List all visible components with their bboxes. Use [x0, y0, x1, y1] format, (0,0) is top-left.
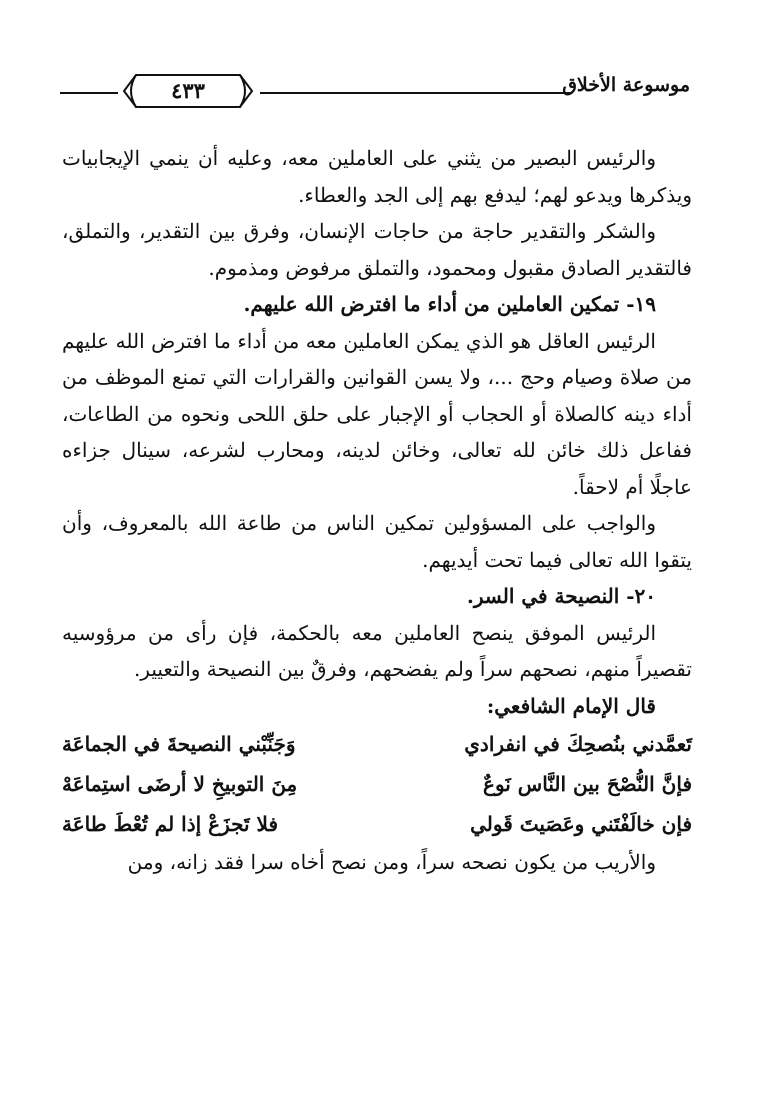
verse-second-hemistich: فلا تَجزَعْ إذا لم تُعْطَ طاعَة [62, 812, 279, 836]
page-content [62, 140, 692, 881]
section-heading: ٢٠- النصيحة في السر. [466, 584, 656, 608]
paragraph: والواجب على المسؤولين تمكين الناس من طاعة الله بالمعروف، وأن يتقوا الله تعالى فيما تحت أيديهم. [62, 511, 692, 572]
poem-verse [62, 724, 692, 764]
poem-intro: قال الإمام الشافعي: [486, 693, 656, 718]
verse-first-hemistich: تَعمَّدني بنُصحِكَ في انفرادي [464, 732, 692, 756]
page-header [60, 68, 690, 112]
header-rule-right [260, 92, 570, 94]
verse-first-hemistich: فإن خالَفْتَني وعَصَيتَ قَولي [470, 812, 692, 836]
poem-verse [62, 804, 692, 844]
verse-second-hemistich: مِنَ التوبيخِ لا أرضَى استِماعَهْ [62, 772, 298, 796]
verse-first-hemistich: فإنَّ النُّصْحَ بين النَّاس نَوعٌ [483, 772, 692, 796]
page-number-frame [122, 72, 254, 110]
poem [62, 724, 692, 844]
header-rule-left [60, 92, 118, 94]
page-number: ٤٣٣ [171, 78, 205, 103]
book-title: موسوعة الأخلاق [562, 74, 690, 96]
paragraph: والأريب من يكون نصحه سراً، ومن نصح أخاه سرا فقد زانه، ومن [127, 850, 656, 874]
paragraph: الرئيس الموفق ينصح العاملين معه بالحكمة، فإن رأى من مرؤوسيه تقصيراً منهم، نصحهم سراً ولم يفضحهم، وفرقٌ بين النصيحة والتعيير. [62, 620, 692, 681]
paragraph: والرئيس البصير من يثني على العاملين معه، وعليه أن ينمي الإيجابيات ويذكرها ويدعو لهم؛ ليدفع بهم إلى الجد والعطاء. [62, 146, 692, 207]
section-heading: ١٩- تمكين العاملين من أداء ما افترض الله عليهم. [243, 292, 656, 316]
paragraph: الرئيس العاقل هو الذي يمكن العاملين معه من أداء ما افترض الله عليهم من صلاة وصيام وحج ...، ولا يسن القوانين والقرارات التي تمنع الموظف من أداء دينه كالصلاة أو الحجاب أو الإجبار على حلق اللحى ونحوه من الطاعات، ففاعل ذلك خائن لله تعالى، وخائن لدينه، ومحارب لشرعه، سينال جزاءه عاجلًا أم لاحقاً. [62, 328, 692, 499]
paragraph: والشكر والتقدير حاجة من حاجات الإنسان، وفرق بين التقدير، والتملق، فالتقدير الصادق مقبول ومحمود، والتملق مرفوض ومذموم. [62, 219, 692, 280]
verse-second-hemistich: وَجَنِّبْني النصيحةَ في الجماعَة [62, 732, 296, 756]
poem-verse [62, 764, 692, 804]
